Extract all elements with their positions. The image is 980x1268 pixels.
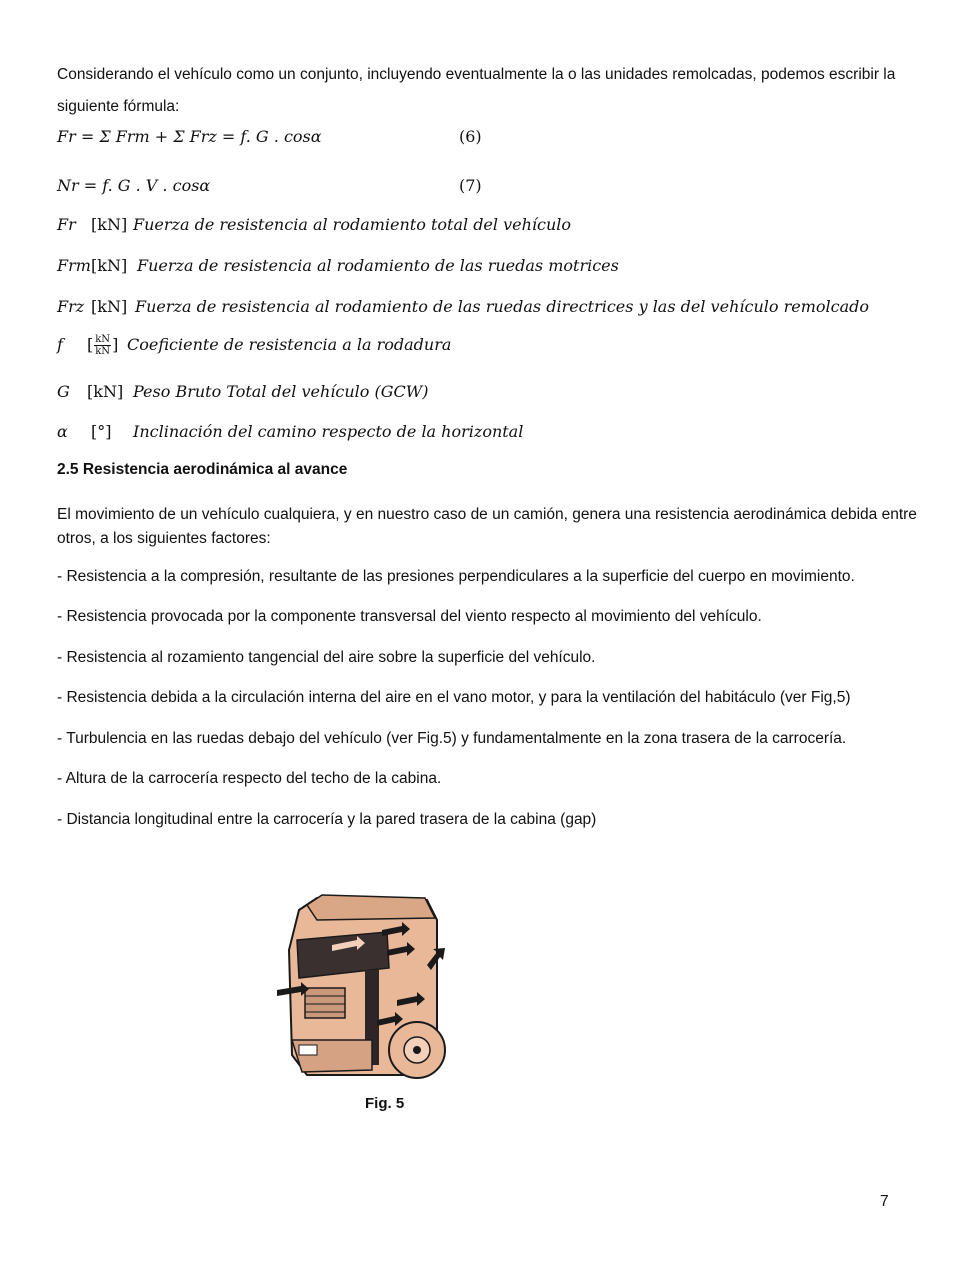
- section-heading: 2.5 Resistencia aerodinámica al avance: [57, 461, 348, 478]
- definition-frz: [57, 297, 869, 316]
- definition-text: Peso Bruto Total del vehículo (GCW): [133, 382, 429, 401]
- definition-text: Inclinación del camino respecto de la horizontal: [133, 422, 524, 441]
- definition-symbol: Fr: [57, 215, 76, 234]
- headlight: [299, 1045, 317, 1055]
- definition-text: Coeficiente de resistencia a la rodadura: [127, 335, 452, 354]
- equation-6-number: (6): [459, 127, 482, 146]
- definition-fr: [57, 215, 571, 234]
- definition-text: Fuerza de resistencia al rodamiento de las ruedas motrices: [137, 256, 619, 275]
- definition-symbol: G: [57, 382, 70, 401]
- definition-g: [57, 382, 428, 401]
- fraction-denominator: kN: [95, 346, 111, 357]
- truck-cab-airflow-illustration: [277, 890, 452, 1090]
- definition-frm: [57, 256, 619, 275]
- equation-7-number: (7): [459, 176, 482, 195]
- equation-6: Fr = Σ Frm + Σ Frz = f. G . cosα: [57, 127, 322, 146]
- definition-unit: [ $\frac{kN}{kN}$ ]: [87, 334, 119, 357]
- bullet-item: - Resistencia al rozamiento tangencial del aire sobre la superficie del vehículo.: [57, 649, 596, 666]
- intro-paragraph: Considerando el vehículo como un conjunto, incluyendo eventualmente la o las unidades remolcadas, podemos escribir la siguiente fórmula:: [57, 66, 896, 115]
- bullet-item: - Altura de la carrocería respecto del techo de la cabina.: [57, 770, 442, 787]
- cab-roof: [307, 895, 435, 920]
- definition-alpha: [57, 422, 523, 441]
- definition-unit: [kN]: [91, 297, 128, 316]
- bullet-item: - Resistencia provocada por la componente transversal del viento respecto al movimiento del vehículo.: [57, 608, 762, 625]
- definition-text: Fuerza de resistencia al rodamiento de las ruedas directrices y las del vehículo remolcado: [135, 297, 869, 316]
- definition-symbol: Frm: [57, 256, 91, 275]
- section-paragraph: El movimiento de un vehículo cualquiera, y en nuestro caso de un camión, genera una resistencia aerodinámica debida entre otros, a los siguientes factores:: [57, 506, 917, 547]
- fraction-numerator: kN: [95, 334, 111, 345]
- bullet-item: - Turbulencia en las ruedas debajo del vehículo (ver Fig.5) y fundamentalmente en la zona trasera de la carrocería.: [57, 730, 847, 747]
- definition-unit: [kN]: [91, 215, 128, 234]
- bullet-item: - Resistencia debida a la circulación interna del aire en el vano motor, y para la ventilación del habitáculo (ver Fig,5): [57, 689, 851, 706]
- definition-f: [57, 334, 451, 357]
- equation-7: Nr = f. G . V . cosα: [57, 176, 211, 195]
- page-number: 7: [880, 1193, 889, 1210]
- definition-unit: [°]: [91, 422, 112, 441]
- definition-symbol: Frz: [57, 297, 85, 316]
- unit-fraction: [94, 334, 111, 357]
- bullet-item: - Resistencia a la compresión, resultante de las presiones perpendiculares a la superficie del cuerpo en movimiento.: [57, 568, 855, 585]
- figure-caption: Fig. 5: [365, 1095, 405, 1112]
- definition-unit: [kN]: [91, 256, 128, 275]
- bullet-item: - Distancia longitudinal entre la carrocería y la pared trasera de la cabina (gap): [57, 811, 597, 828]
- definition-symbol: f: [57, 335, 63, 354]
- definition-unit: [kN]: [87, 382, 124, 401]
- front-grille: [305, 988, 345, 1018]
- definition-symbol: α: [57, 422, 68, 441]
- definition-text: Fuerza de resistencia al rodamiento total del vehículo: [133, 215, 572, 234]
